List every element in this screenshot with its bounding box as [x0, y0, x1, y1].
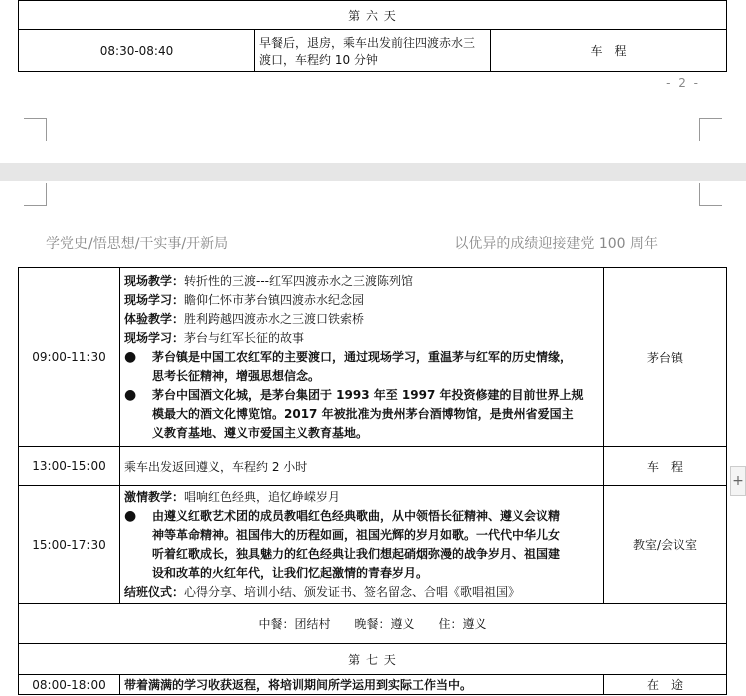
row-time: 08:00-18:00: [19, 675, 120, 695]
row-time: 09:00-11:30: [19, 268, 120, 447]
bullet-icon: ●: [124, 507, 137, 524]
row-place: 车 程: [491, 30, 727, 72]
table-row: [19, 268, 727, 447]
day-six-title: 第 六 天: [19, 1, 727, 30]
table-row: [19, 447, 727, 486]
bullet-icon: ●: [124, 386, 137, 403]
bullet-icon: ●: [124, 348, 137, 365]
row-time: 08:30-08:40: [19, 30, 255, 72]
page-number: - 2 -: [666, 76, 700, 90]
list-item: ● 由遵义红歌艺术团的成员教唱红色经典歌曲，从中领悟长征精神、遵义会议精 神等革命精神。祖国伟大的历程如画，祖国光辉的岁月如歌。一代代中华儿女 听着红歌成长，独具魅力的红色经典让我们想起硝烟弥漫的战争岁月、祖国建 设和改革的火红年代，让我们忆起激情的青春岁月。: [124, 507, 599, 583]
header-left: 学党史/悟思想/干实事/开新局: [46, 236, 229, 252]
list-item: ● 茅台镇是中国工农红军的主要渡口，通过现场学习，重温茅与红军的历史情缘， 思考长征精神，增强思想信念。: [124, 348, 599, 386]
crop-mark: [699, 118, 722, 141]
table-row: [19, 604, 727, 644]
schedule-table: [18, 267, 727, 695]
page-two: [0, 181, 746, 696]
row-place: 教室/会议室: [604, 486, 727, 604]
meals-info: 中餐：团结村 晚餐：遵义 住：遵义: [19, 604, 727, 644]
crop-mark: [24, 183, 47, 206]
row-place: 茅台镇: [604, 268, 727, 447]
crop-mark: [24, 118, 47, 141]
table-row: [19, 675, 727, 695]
row-place: 车 程: [604, 447, 727, 486]
row-time: 15:00-17:30: [19, 486, 120, 604]
page-one: [0, 0, 746, 163]
row-place: 在 途: [604, 675, 727, 695]
list-item: ● 茅台中国酒文化城，是茅台集团于 1993 年至 1997 年投资修建的目前世界上规 模最大的酒文化博览馆。2017 年被批准为贵州茅台酒博物馆，是贵州省爱国主 义教育基地、遵义市爱国主义教育基地。: [124, 386, 599, 443]
header-right: 以优异的成绩迎接建党 100 周年: [454, 236, 658, 252]
day-seven-title: 第 七 天: [19, 644, 727, 675]
row-content: 乘车出发返回遵义，车程约 2 小时: [120, 447, 604, 486]
row-content: 带着满满的学习收获返程，将培训期间所学运用到实际工作当中。: [120, 675, 604, 695]
table-row: [19, 644, 727, 675]
row-content: 激情教学：唱响红色经典，追忆峥嵘岁月 ● 由遵义红歌艺术团的成员教唱红色经典歌曲，从中领悟长征精神、遵义会议精 神等革命精神。祖国伟大的历程如画，祖国光辉的岁月如歌。一代代中华儿女 听着红歌成长，独具魅力的红色经典让我们想起硝烟弥漫的战争岁月、祖国建 设和改革的火红年代，让我们忆起激情的青春岁月。 结班仪式：心得分享、培训小结、颁发证书、签名留念、合唱《歌唱祖国》: [120, 486, 604, 604]
row-time: 13:00-15:00: [19, 447, 120, 486]
expand-button[interactable]: +: [730, 466, 746, 496]
crop-mark: [699, 183, 722, 206]
schedule-table-day6: [18, 0, 727, 72]
row-content: 现场教学：转折性的三渡---红军四渡赤水之三渡陈列馆 现场学习：瞻仰仁怀市茅台镇四渡赤水纪念园 体验教学：胜利跨越四渡赤水之三渡口铁索桥 现场学习：茅台与红军长征的故事 ● 茅台镇是中国工农红军的主要渡口，通过现场学习，重温茅与红军的历史情缘， 思考长征精神，增强思想信念。 ● 茅台中国酒文化城，是茅台集团于 1993 年至 1997 年投资修建的目前世界上规 模最大的酒文化博览馆。2017 年被批准为贵州茅台酒博物馆，是贵州省爱国主 义教育基地、遵义市爱国主义教育基地。: [120, 268, 604, 447]
row-content: 早餐后，退房，乘车出发前往四渡赤水三渡口，车程约 10 分钟: [255, 30, 491, 72]
table-row: [19, 486, 727, 604]
